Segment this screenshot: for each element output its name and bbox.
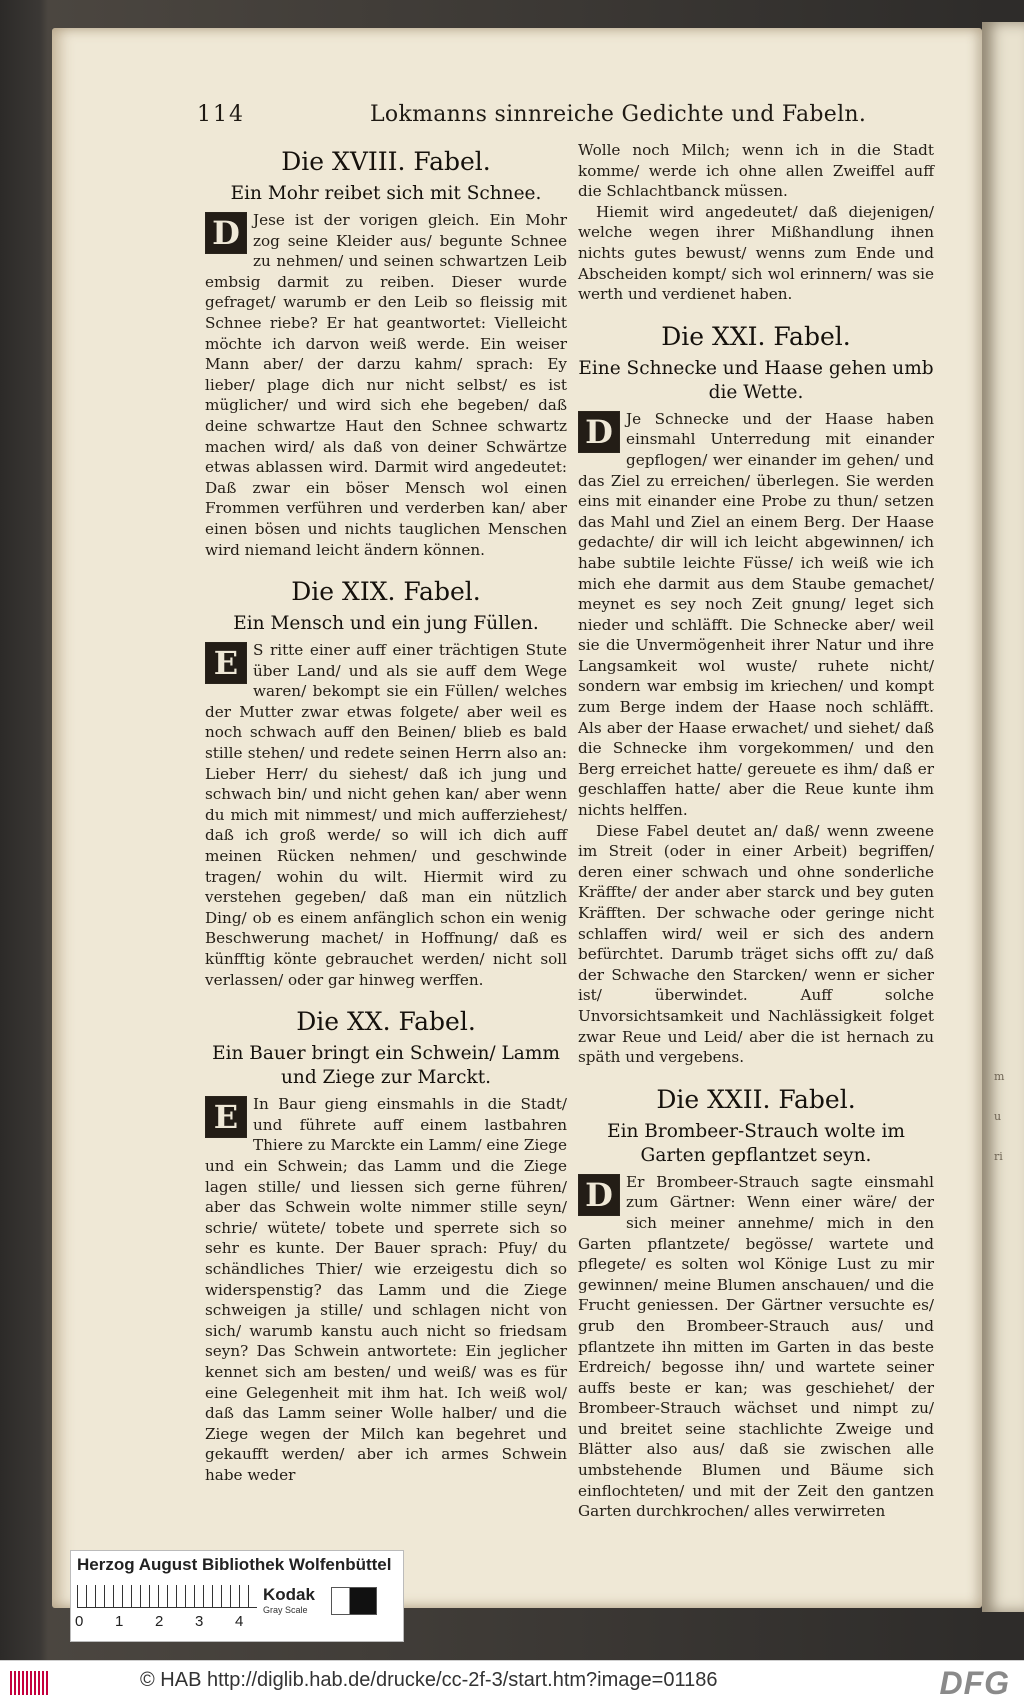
scale-number: 0 xyxy=(75,1613,84,1630)
fable-20-title: Die XX. Fabel. xyxy=(296,1007,476,1037)
fable-18-subtitle: Ein Mohr reibet sich mit Schnee. xyxy=(230,183,542,204)
scale-number: 1 xyxy=(115,1613,124,1630)
fable-20-body: In Baur gieng einsmahls in die Stadt/ und führete auff einem lastbahren Thiere zu Marckte ein Lamm/ eine Ziege und ein Schwein; das Lamm und die Ziege lagen stille/ und liessen sich gerne führen/ aber das Schwein wolte nimmer stille seyn/ schrie/ wütete/ tobete und sperrete sich so sehr es kunte. Der Bauer sprach: Pfuy/ du schändliches Thier/ wie erzeigestu dich so widerspenstig? das Lamm und die Ziege schweigen ja stille/ und schlagen nicht von sich/ warumb kanstu auch nicht so friedsam seyn? Das Schwein antwortete: Ein jeglicher kennet sich am besten/ und weiß/ was es für eine Gelegenheit mit ihm hat. Ich weiß wol/ daß das Lamm seiner Wolle halber/ und die Ziege wegen der Milch kan begehret und gekaufft werden/ aber ich armes Schwein habe weder xyxy=(205,1095,567,1484)
scale-number: 3 xyxy=(195,1613,204,1630)
gray-patch xyxy=(331,1587,377,1615)
copyright-link[interactable]: © HAB http://diglib.hab.de/drucke/cc-2f-3/start.htm?image=01186 xyxy=(140,1669,718,1691)
dropcap: D xyxy=(578,1174,620,1216)
dropcap: D xyxy=(578,411,620,453)
scale-number: 2 xyxy=(155,1613,164,1630)
fable-19-subtitle: Ein Mensch und ein jung Füllen. xyxy=(233,613,539,635)
gray-scale-label: Gray Scale xyxy=(263,1605,308,1615)
scale-number: 4 xyxy=(235,1613,244,1630)
fable-22-title: Die XXII. Fabel. xyxy=(656,1084,856,1114)
left-column xyxy=(205,140,567,1485)
fable-22-text xyxy=(578,1172,934,1522)
viewer-footer xyxy=(0,1660,1024,1705)
facing-page-edge: m u ri xyxy=(982,22,1024,1612)
scale-ruler xyxy=(77,1585,257,1608)
fable-21-text xyxy=(578,409,934,821)
dropcap: E xyxy=(205,1096,247,1138)
right-column xyxy=(578,140,934,1522)
fable-20-text xyxy=(205,1094,567,1485)
fable-20-subtitle: Ein Bauer bringt ein Schwein/ Lamm und Ziege zur Marckt. xyxy=(212,1043,560,1089)
fable-18-title: Die XVIII. Fabel. xyxy=(281,147,491,176)
fable-18-text xyxy=(205,210,567,560)
fable-19-body: S ritte einer auff einer trächtigen Stute über Land/ und als sie auff dem Wege waren/ bekompt sie ein Füllen/ welches der Mutter zwar etwas folgete/ aber weil es noch schwach auff den Beinen/ blieb es bald stille stehen/ und redete seinen Herrn also an: Lieber Herr/ du siehest/ daß ich jung und schwach bin/ und nicht gehen kan/ aber wenn du mich mit nimmest/ und mich aufferziehest/ daß ich groß werde/ so will ich dich auff meinen Rücken nehmen/ und geschwinde tragen/ wohin du wilt. Hiermit wird zu verstehen gegeben/ daß man ein nützlich Ding/ ob es einem anfänglich schon ein wenig Beschwerung machet/ in Hoffnung/ daß es künfftig könte gebrauchet werden/ nicht soll verlassen/ oder gar hinweg werffen. xyxy=(205,641,567,989)
fable-18-body: Jese ist der vorigen gleich. Ein Mohr zog seine Kleider aus/ begunte Schnee zu nehmen/ und seinen schwartzen Leib embsig darmit zu reiben. Dieser wurde gefraget/ warumb er den Leib so fleissig mit Schnee riebe? Er hat geantwortet: Vielleicht möchte ich darvon weiß werde. Ein weiser Mann aber/ der darzu kahm/ sprach: Ey lieber/ plage dich nur nicht selbst/ es ist müglicher/ und wird sich ehe begeben/ daß deine schwartze Haut den Schnee schwartz machen wird/ als daß von deiner Schwärtze etwas ablassen wird. Darmit wird angedeutet: Daß zwar ein böser Mensch wol einen Frommen verführen und verderben kan/ aber einen bösen und nichts tauglichen Menschen wird niemand leicht ändern können. xyxy=(205,211,567,559)
fable-21-body: Je Schnecke und der Haase haben einsmahl Unterredung mit einander gepflogen/ wer einander im gehen/ und das Ziel zu erreichen/ überlegen. Sie werden eins mit einander eine Probe zu thun/ setzen das Mahl und Ziel an einem Berg. Der Haase gedachte/ dir will ich leicht abgewinnen/ ich habe subtile leichte Füsse/ ich weiß wie ich mich ehe darmit aus dem Staube gemachet/ meynet es sey noch Zeit gnung/ leget sich nieder und schläfft. Die Schnecke aber/ weil sie die Unvermögenheit ihrer Natur und ihre Langsamkeit wol wuste/ ruhete nicht/ sondern war embsig im kriechen/ und kompt zum Berge indem der Haase noch schläfft. Als aber der Haase erwachet/ und siehet/ daß die Schnecke ihm vorgekommen/ und den Berg erreichet hatte/ gereuete es ihm/ daß er geschlaffen hatte/ aber die Reue kunte ihm nichts helffen. xyxy=(578,409,934,820)
fable-21-subtitle: Eine Schnecke und Haase gehen umb die Wette. xyxy=(578,357,934,403)
fable-21-moral: Diese Fabel deutet an/ daß/ wenn zweene im Streit (oder in einer Arbeit) begriffen/ deren einer schwach und ohne sonderliche Kräffte/ der ander aber starck und bey guten Kräfften. Der schwache oder geringe nicht schlaffen wird/ weil er sich des andern befürchtet. Darumb träget sichs offt zu/ daß der Schwache den Starcken/ wenn er sicher ist/ überwindet. Auff solche Unvorsichtsamkeit und Nachlässigkeit folget zwar Reue und Leid/ aber die ist hernach zu späth und vergebens. xyxy=(578,821,934,1067)
fable-20-continuation: Wolle noch Milch; wenn ich in die Stadt komme/ werde ich ohne allen Zweiffel auff die Schlachtbanck müssen. xyxy=(578,141,934,201)
fable-22-body: Er Brombeer-Strauch sagte einsmahl zum Gärtner: Wenn einer wäre/ der sich meiner annehme/ mich in den Garten pflantzete/ begösse/ wartete und pflegete/ es solten wol Könige Lust zu mir gewinnen/ meine Blumen anschauen/ und die Frucht geniessen. Der Gärtner versuchte es/ grub den Brombeer-Strauch aus/ und pflantzete ihn mitten im Garten in das beste Erdreich/ begosse ihn/ und wartete seiner auffs beste er kan; was geschiehet/ der Brombeer-Strauch wächset und nimpt zu/ und breitet seine stachlichte Zweige und Blätter also aus/ daß sie zwischen alle umbstehende Blumen und Bäume sich einflochteten/ und mit der Zeit den gantzen Garten durchkrochen/ alles verwirreten xyxy=(578,1172,934,1521)
running-head: Lokmanns sinnreiche Gedichte und Fabeln. xyxy=(370,102,867,127)
fable-22-subtitle: Ein Brombeer-Strauch wolte im Garten gepflantzet seyn. xyxy=(607,1120,905,1166)
fable-21-title: Die XXI. Fabel. xyxy=(661,321,851,351)
institution-label: Herzog August Bibliothek Wolfenbüttel xyxy=(77,1555,392,1574)
hab-logo-icon xyxy=(10,1671,48,1695)
kodak-label: Kodak xyxy=(263,1585,315,1604)
page-number: 114 xyxy=(197,102,245,127)
fable-19-text xyxy=(205,640,567,990)
fable-19-title: Die XIX. Fabel. xyxy=(291,577,481,607)
dropcap: D xyxy=(205,212,247,254)
dropcap: E xyxy=(205,642,247,684)
fable-20-moral: Hiemit wird angedeutet/ daß diejenigen/ welche wegen ihrer Mißhandlung ihnen nichts gutes bewust/ wenns zum Ende und Abscheiden kompt/ sich wol erinnern/ was sie werth und verdienet haben. xyxy=(578,202,934,304)
gray-scale-card xyxy=(70,1550,404,1642)
dfg-logo: DFG xyxy=(939,1665,1010,1701)
